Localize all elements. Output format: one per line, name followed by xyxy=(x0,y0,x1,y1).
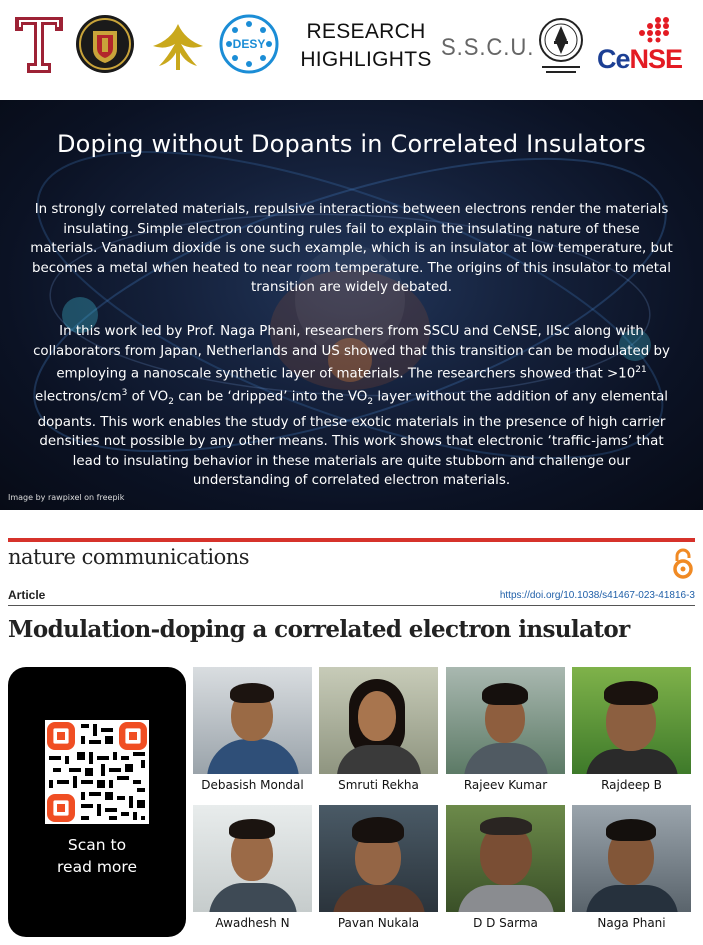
p2-sub-1: 2 xyxy=(168,397,174,408)
banner-paragraph-2 xyxy=(30,322,673,491)
banner-paragraph-1: In strongly correlated materials, repulsive interactions between electrons render the materials insulating. Simple electron counting rules fail to explain the insulating nature of these materials. Vanadium dioxide is one such example, which is an insulator at low temperature, but becomes a metal when heated to near room temperature. The origins of this insulator to metal transition are widely debated. xyxy=(30,202,673,295)
person-card-awadhesh-n xyxy=(193,805,312,935)
person-name: Awadhesh N xyxy=(193,912,312,935)
p2-text-a: In this work led by Prof. Naga Phani, researchers from SSCU and CeNSE, IISc along with collaborators from Japan, Netherlands and US showed that this transition can be modulated by employing a nanoscale synthetic layer of materials. The researchers showed that >10 xyxy=(33,324,670,382)
person-card-rajeev-kumar xyxy=(446,667,565,797)
highlight-banner xyxy=(0,100,703,510)
person-hair xyxy=(229,819,275,839)
person-hair xyxy=(480,817,532,835)
svg-text:DESY: DESY xyxy=(232,37,266,51)
person-card-dd-sarma xyxy=(446,805,565,935)
person-hair xyxy=(230,683,274,703)
person-name: Pavan Nukala xyxy=(319,912,438,935)
p2-text-d: can be ‘dripped’ into the VO xyxy=(173,389,368,405)
paper-title: Modulation-doping a correlated electron insulator xyxy=(8,616,630,643)
p2-sup-1: 21 xyxy=(635,365,647,375)
image-credit: Image by rawpixel on freepik xyxy=(8,493,125,502)
qr-code[interactable] xyxy=(45,720,149,824)
person-card-smruti-rekha xyxy=(319,667,438,797)
person-name: D D Sarma xyxy=(446,912,565,935)
banner-title: Doping without Dopants in Correlated Insulators xyxy=(56,130,646,158)
qr-card[interactable] xyxy=(8,667,186,937)
person-name: Naga Phani xyxy=(572,912,691,935)
research-highlights-title xyxy=(296,18,436,74)
cense-logo xyxy=(597,44,682,75)
desy-logo xyxy=(219,14,279,74)
scan-to-read-text xyxy=(8,834,186,878)
scan-line-1: Scan to xyxy=(67,836,127,854)
p2-text-c: of VO xyxy=(127,389,169,405)
person-face xyxy=(358,691,396,741)
title-line-2: HIGHLIGHTS xyxy=(300,48,432,71)
person-name: Rajdeep B xyxy=(572,774,691,797)
person-name: Rajeev Kumar xyxy=(446,774,565,797)
person-name: Smruti Rekha xyxy=(319,774,438,797)
cense-dots-icon xyxy=(636,16,674,44)
temple-logo xyxy=(13,15,65,75)
person-hair xyxy=(606,819,656,841)
leiden-logo xyxy=(75,13,135,75)
person-card-rajdeep-b xyxy=(572,667,691,797)
scan-line-2: read more xyxy=(57,858,137,876)
p2-sup-2: 3 xyxy=(121,387,128,398)
person-card-naga-phani xyxy=(572,805,691,935)
person-card-pavan-nukala xyxy=(319,805,438,935)
cense-part-2: NSE xyxy=(629,44,683,74)
person-hair xyxy=(482,683,528,705)
person-hair xyxy=(352,817,404,843)
emblem-logo xyxy=(145,16,211,72)
iisc-logo xyxy=(532,14,590,76)
cense-part-1: Ce xyxy=(597,44,630,74)
doi-link[interactable]: https://doi.org/10.1038/s41467-023-41816-3 xyxy=(499,590,695,601)
person-name: Debasish Mondal xyxy=(193,774,312,797)
p2-text-b: electrons/cm xyxy=(34,389,122,405)
p2-text-e: layer without the addition of any elemental dopants. This work enables the study of these exotic materials in the presence of high carrier densities not possible by any other means. This work shows that electronic ‘traffic-jams’ that lead to insulating behavior in these materials are quite stubborn and challenge our understanding of correlated electron materials. xyxy=(37,389,669,489)
sscu-logo: S.S.C.U. xyxy=(441,34,535,61)
journal-name: nature communications xyxy=(8,545,250,569)
p2-sub-2: 2 xyxy=(367,397,374,408)
person-hair xyxy=(604,681,658,705)
open-access-icon xyxy=(672,547,694,579)
person-card-debasish-mondal xyxy=(193,667,312,797)
article-divider xyxy=(8,605,695,606)
title-line-1: RESEARCH xyxy=(306,20,426,43)
article-type: Article xyxy=(8,588,46,602)
header xyxy=(0,0,703,100)
journal-divider xyxy=(8,538,695,542)
